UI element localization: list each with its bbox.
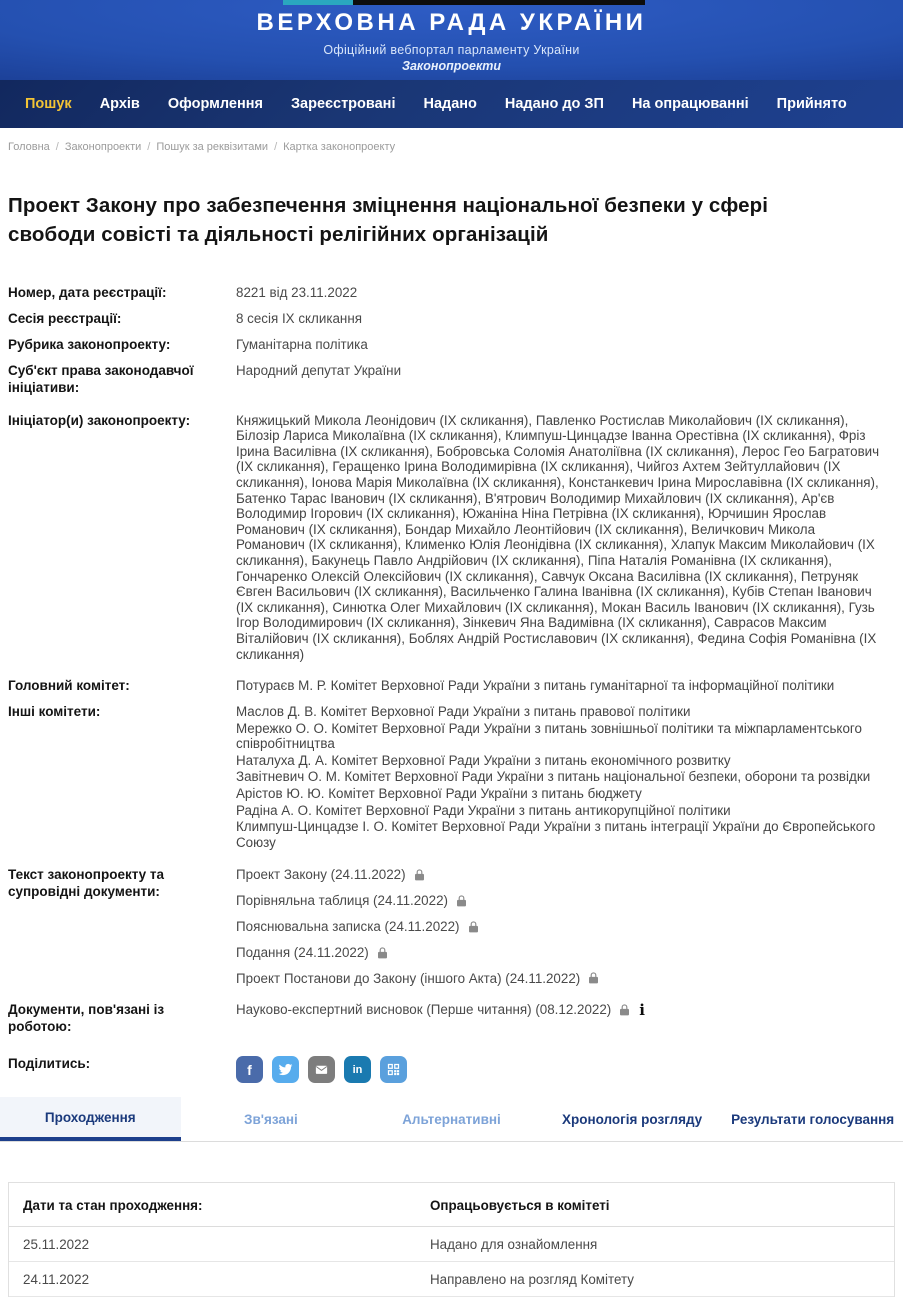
committee-link[interactable]: Маслов Д. В. Комітет Верховної Ради України з питань правової політики xyxy=(236,703,691,719)
table-row xyxy=(9,1262,894,1297)
page-title: Проект Закону про забезпечення зміцнення національної безпеки у сфері свободи совісті та діяльності релігійних організацій xyxy=(8,194,769,247)
bill-card xyxy=(0,285,903,1297)
field-row-rubric xyxy=(0,337,903,354)
field-value-rubric: Гуманітарна політика xyxy=(236,336,368,352)
tab-alternatyvni[interactable]: Альтернативні xyxy=(402,1111,501,1127)
tab-prohodzhennya[interactable]: Проходження xyxy=(0,1097,181,1141)
twitter-bird-icon xyxy=(278,1062,293,1077)
breadcrumb-home[interactable]: Головна xyxy=(8,141,50,153)
main-committee-link[interactable]: Потураєв М. Р. Комітет Верховної Ради України з питань гуманітарної та інформаційної політики xyxy=(236,678,835,694)
field-value-other-committees xyxy=(236,704,883,851)
breadcrumb-poshuk-za-rekvizytamy[interactable]: Пошук за реквізитами xyxy=(156,141,269,153)
committee-item xyxy=(236,753,883,769)
lock-icon xyxy=(376,946,389,960)
field-row-documents xyxy=(0,867,903,986)
nav-item-oformlennya[interactable]: Оформлення xyxy=(167,96,263,112)
document-link[interactable]: Проект Закону (24.11.2022) xyxy=(236,867,406,883)
field-value-subject: Народний депутат України xyxy=(236,362,402,378)
nav-item-zareestrovani[interactable]: Зареєстровані xyxy=(290,96,396,112)
field-value-main-committee xyxy=(236,678,883,694)
progress-table-header xyxy=(9,1183,894,1227)
committee-link[interactable]: Мережко О. О. Комітет Верховної Ради України з питань зовнішньої політики та міжпарламентського співробітництва xyxy=(236,720,862,752)
site-section-label[interactable]: Законопроекти xyxy=(401,59,502,73)
share-linkedin-icon[interactable] xyxy=(344,1056,371,1083)
qr-code-icon xyxy=(386,1062,401,1077)
envelope-icon xyxy=(314,1062,329,1077)
share-icons xyxy=(236,1056,407,1083)
field-row-related-documents xyxy=(0,1002,903,1036)
progress-col-dates-header: Дати та стан проходження: xyxy=(23,1198,203,1214)
progress-col-status-header: Опрацьовується в комітеті xyxy=(430,1198,610,1214)
field-value-documents xyxy=(236,867,883,986)
committee-link[interactable]: Радіна А. О. Комітет Верховної Ради України з питань антикорупційної політики xyxy=(236,802,731,818)
related-document-link[interactable]: Науково-експертний висновок (Перше читання) (08.12.2022) xyxy=(236,1002,612,1018)
field-label-main-committee: Головний комітет: xyxy=(8,678,130,694)
info-icon[interactable]: i xyxy=(639,1000,645,1019)
share-label: Поділитись: xyxy=(8,1056,91,1072)
nav-item-na-opratsyuvanni[interactable]: На опрацюванні xyxy=(631,96,749,112)
committee-link[interactable]: Наталуха Д. А. Комітет Верховної Ради України з питань економічного розвитку xyxy=(236,752,731,768)
field-value-session: 8 сесія IX скликання xyxy=(236,311,362,327)
field-value-related-documents xyxy=(236,1002,883,1018)
field-row-number xyxy=(0,285,903,302)
facebook-glyph: f xyxy=(247,1061,252,1078)
field-label-related-documents: Документи, пов'язані із роботою: xyxy=(8,1002,165,1035)
progress-status: Надано для ознайомлення xyxy=(430,1237,598,1253)
field-row-other-committees xyxy=(0,704,903,851)
committee-item xyxy=(236,769,883,785)
site-logo-title[interactable]: ВЕРХОВНА РАДА УКРАЇНИ xyxy=(256,9,647,36)
field-row-main-committee xyxy=(0,678,903,695)
breadcrumb-separator: / xyxy=(55,141,59,153)
lock-icon xyxy=(587,971,600,985)
progress-date: 25.11.2022 xyxy=(23,1237,90,1253)
document-link[interactable]: Проект Постанови до Закону (іншого Акта) (24.11.2022) xyxy=(236,970,581,986)
share-email-icon[interactable] xyxy=(308,1056,335,1083)
lock-icon xyxy=(467,920,480,934)
related-document-item xyxy=(236,1002,883,1018)
breadcrumb-current: Картка законопроекту xyxy=(283,141,396,153)
document-item xyxy=(236,893,883,909)
field-label-session: Сесія реєстрації: xyxy=(8,311,122,327)
lock-icon xyxy=(618,1003,631,1017)
document-item xyxy=(236,919,883,935)
field-label-initiators: Ініціатор(и) законопроекту: xyxy=(8,412,191,428)
committee-item xyxy=(236,786,883,802)
committee-link[interactable]: Арістов Ю. Ю. Комітет Верховної Ради України з питань бюджету xyxy=(236,785,642,801)
breadcrumb-separator: / xyxy=(147,141,151,153)
document-link[interactable]: Пояснювальна записка (24.11.2022) xyxy=(236,918,460,934)
progress-table xyxy=(8,1182,895,1297)
committee-link[interactable]: Климпуш-Цинцадзе І. О. Комітет Верховної Ради України з питань інтеграції України до Європейського Союзу xyxy=(236,819,876,850)
document-link[interactable]: Подання (24.11.2022) xyxy=(236,944,369,960)
nav-item-poshuk[interactable]: Пошук xyxy=(25,96,72,112)
site-header xyxy=(0,0,903,80)
tab-rezultaty-golosuvannya[interactable]: Результати голосування xyxy=(731,1111,895,1127)
committee-item xyxy=(236,704,883,720)
nav-item-arhiv[interactable]: Архів xyxy=(99,96,140,112)
tab-hronologiya-rozglyadu[interactable]: Хронологія розгляду xyxy=(561,1111,703,1127)
share-qr-icon[interactable] xyxy=(380,1056,407,1083)
share-twitter-icon[interactable] xyxy=(272,1056,299,1083)
field-label-subject: Суб'єкт права законодавчої ініціативи: xyxy=(8,362,194,395)
field-label-documents: Текст законопроекту та супровідні документи: xyxy=(8,867,165,900)
field-row-subject xyxy=(0,363,903,397)
document-item xyxy=(236,971,883,987)
nav-item-pryinyato[interactable]: Прийнято xyxy=(776,96,847,112)
document-item xyxy=(236,945,883,961)
document-item xyxy=(236,867,883,883)
share-facebook-icon[interactable] xyxy=(236,1056,263,1083)
lock-icon xyxy=(455,894,468,908)
breadcrumb xyxy=(0,128,903,153)
tab-bar xyxy=(0,1097,903,1142)
committee-item xyxy=(236,819,883,850)
nav-item-nadano-do-zp[interactable]: Надано до ЗП xyxy=(504,96,604,112)
progress-date: 24.11.2022 xyxy=(23,1272,90,1288)
field-value-initiators[interactable]: Княжицький Микола Леонідович (ІХ скликання), Павленко Ростислав Миколайович (ІХ скликання), Білозір Лариса Миколаївна (ІХ скликання), Климпуш-Цинцадзе Іванна Орестівна (ІХ скликання), Фріз Ірина Василівна (ІХ скликання), Бобровська Соломія Анатоліївна (ІХ скликання), Лерос Гео Багратович (ІХ скликання), Геращенко Ірина Володимирівна (ІХ скликання), Чийгоз Ахтем Зейтуллайович (ІХ скликання), Іонова Марія Миколаївна (ІХ скликання), Констанкевич Ірина Мирославівна (ІХ скликання), Батенко Тарас Іванович (ІХ скликання), В'ятрович Володимир Михайлович (ІХ скликання), Ар'єв Володимир Ігорович (ІХ скликання), Южаніна Ніна Петрівна (ІХ скликання), Юрчишин Ярослав Романович (ІХ скликання), Бондар Михайло Леонтійович (ІХ скликання), Величкович Микола Романович (ІХ скликання), Клименко Юлія Леонідівна (ІХ скликання), Хлапук Максим Миколайович (ІХ скликання), Бакунець Павло Андрійович (ІХ скликання), Піпа Наталія Романівна (ІХ скликання), Гончаренко Олексій Олексійович (ІХ скликання), Савчук Оксана Василівна (ІХ скликання), Петруняк Євген Васильович (ІХ скликання), Васильченко Галина Іванівна (ІХ скликання), Кубів Степан Іванович (ІХ скликання), Синютка Олег Михайлович (ІХ скликання), Мокан Василь Іванович (ІХ скликання), Гузь Ігор Володимирович (ІХ скликання), Зінкевич Яна Вадимівна (ІХ скликання), Саврасов Максим Віталійович (ІХ скликання), Боблях Андрій Ростиславович (ІХ скликання), Федина Софія Романівна (ІХ скликання) xyxy=(236,412,880,662)
site-subtitle: Офіційний вебпортал парламенту України xyxy=(323,43,580,57)
main-nav xyxy=(0,80,903,128)
field-label-rubric: Рубрика законопроекту: xyxy=(8,336,171,352)
top-accent-bar-black xyxy=(353,0,645,5)
table-row xyxy=(9,1227,894,1262)
tab-zvyazani[interactable]: Зв'язані xyxy=(243,1111,298,1127)
committee-link[interactable]: Завітневич О. М. Комітет Верховної Ради України з питань національної безпеки, оборони та розвідки xyxy=(236,769,871,785)
progress-status: Направлено на розгляд Комітету xyxy=(430,1272,634,1288)
field-row-session xyxy=(0,311,903,328)
field-label-other-committees: Інші комітети: xyxy=(8,703,101,719)
field-label-number: Номер, дата реєстрації: xyxy=(8,285,167,301)
breadcrumb-separator: / xyxy=(274,141,278,153)
linkedin-glyph: in xyxy=(352,1063,363,1076)
top-accent-bar-teal xyxy=(283,0,353,5)
share-section xyxy=(0,1056,903,1083)
lock-icon xyxy=(413,868,426,882)
document-link[interactable]: Порівняльна таблиця (24.11.2022) xyxy=(236,893,448,909)
committee-item xyxy=(236,803,883,819)
nav-item-nadano[interactable]: Надано xyxy=(423,96,477,112)
field-value-number: 8221 від 23.11.2022 xyxy=(236,285,358,301)
committee-item xyxy=(236,721,883,752)
breadcrumb-zakonoproekty[interactable]: Законопроекти xyxy=(64,141,142,153)
field-row-initiators xyxy=(0,413,903,663)
